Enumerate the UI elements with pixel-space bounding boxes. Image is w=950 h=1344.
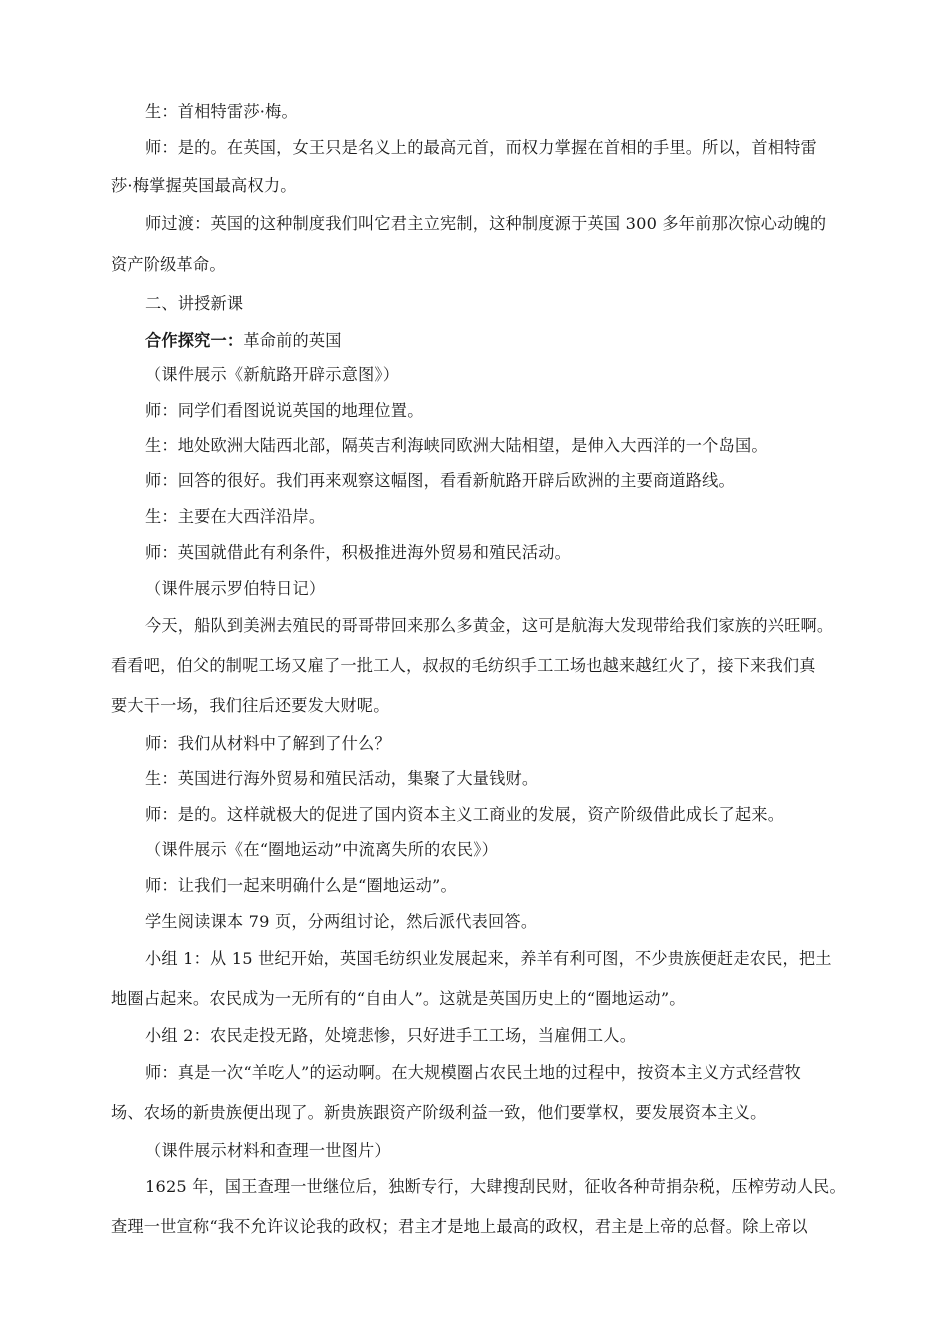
paragraph-line: 师：我们从材料中了解到了什么？ bbox=[145, 734, 391, 753]
section-heading: 二、讲授新课 bbox=[145, 294, 244, 313]
paragraph-line: 生：主要在大西洋沿岸。 bbox=[145, 507, 326, 526]
subsection-title: 革命前的英国 bbox=[243, 331, 342, 350]
paragraph-line: 师：回答的很好。我们再来观察这幅图，看看新航路开辟后欧洲的主要商道路线。 bbox=[145, 471, 735, 490]
paragraph-line: 师：是的。在英国，女王只是名义上的最高元首，而权力掌握在首相的手里。所以，首相特雷 bbox=[145, 138, 817, 157]
paragraph-line: 师：真是一次“羊吃人”的运动啊。在大规模圈占农民土地的过程中，按资本主义方式经营牧 bbox=[145, 1063, 802, 1082]
paragraph-line: 生：英国进行海外贸易和殖民活动，集聚了大量钱财。 bbox=[145, 769, 539, 788]
paragraph-line: 今天，船队到美洲去殖民的哥哥带回来那么多黄金，这可是航海大发现带给我们家族的兴旺啊。 bbox=[145, 616, 834, 635]
paragraph-line: 要大干一场，我们往后还要发大财呢。 bbox=[111, 696, 390, 715]
paragraph-line: 1625 年，国王查理一世继位后，独断专行，大肆搜刮民财，征收各种苛捐杂税，压榨劳动人民。 bbox=[145, 1177, 846, 1196]
paragraph-line: 生：地处欧洲大陆西北部，隔英吉利海峡同欧洲大陆相望，是伸入大西洋的一个岛国。 bbox=[145, 436, 768, 455]
paragraph-line: 地圈占起来。农民成为一无所有的“自由人”。这就是英国历史上的“圈地运动”。 bbox=[111, 989, 686, 1008]
subsection-heading bbox=[145, 330, 342, 352]
paragraph-line: 师过渡：英国的这种制度我们叫它君主立宪制，这种制度源于英国 300 多年前那次惊心动魄的 bbox=[145, 214, 827, 233]
paragraph-line: 学生阅读课本 79 页，分两组讨论，然后派代表回答。 bbox=[145, 912, 538, 931]
paragraph-line: 查理一世宣称“我不允许议论我的政权；君主才是地上最高的政权，君主是上帝的总督。除上帝以 bbox=[111, 1217, 808, 1236]
paragraph-line: 师：同学们看图说说英国的地理位置。 bbox=[145, 401, 424, 420]
paragraph-line: 师：是的。这样就极大的促进了国内资本主义工商业的发展，资产阶级借此成长了起来。 bbox=[145, 805, 785, 824]
paragraph-line: 资产阶级革命。 bbox=[111, 255, 226, 274]
paragraph-line: 莎·梅掌握英国最高权力。 bbox=[111, 176, 297, 195]
paragraph-line: （课件展示罗伯特日记） bbox=[145, 579, 326, 598]
paragraph-line: （课件展示《新航路开辟示意图》） bbox=[145, 365, 400, 384]
paragraph-line: 看看吧，伯父的制呢工场又雇了一批工人，叔叔的毛纺织手工工场也越来越红火了，接下来我们真 bbox=[111, 656, 816, 675]
subsection-label: 合作探究一： bbox=[145, 331, 244, 350]
paragraph-line: 生：首相特雷莎·梅。 bbox=[145, 102, 298, 121]
paragraph-line: 场、农场的新贵族便出现了。新贵族跟资产阶级利益一致，他们要掌权，要发展资本主义。 bbox=[111, 1103, 767, 1122]
paragraph-line: （课件展示材料和查理一世图片） bbox=[145, 1141, 391, 1160]
paragraph-line: 小组 1：从 15 世纪开始，英国毛纺织业发展起来，养羊有利可图，不少贵族便赶走农民，把土 bbox=[145, 949, 832, 968]
paragraph-line: 小组 2：农民走投无路，处境悲惨，只好进手工工场，当雇佣工人。 bbox=[145, 1026, 637, 1045]
paragraph-line: 师：英国就借此有利条件，积极推进海外贸易和殖民活动。 bbox=[145, 543, 572, 562]
paragraph-line: （课件展示《在“圈地运动”中流离失所的农民》） bbox=[145, 840, 498, 859]
paragraph-line: 师：让我们一起来明确什么是“圈地运动”。 bbox=[145, 876, 457, 895]
